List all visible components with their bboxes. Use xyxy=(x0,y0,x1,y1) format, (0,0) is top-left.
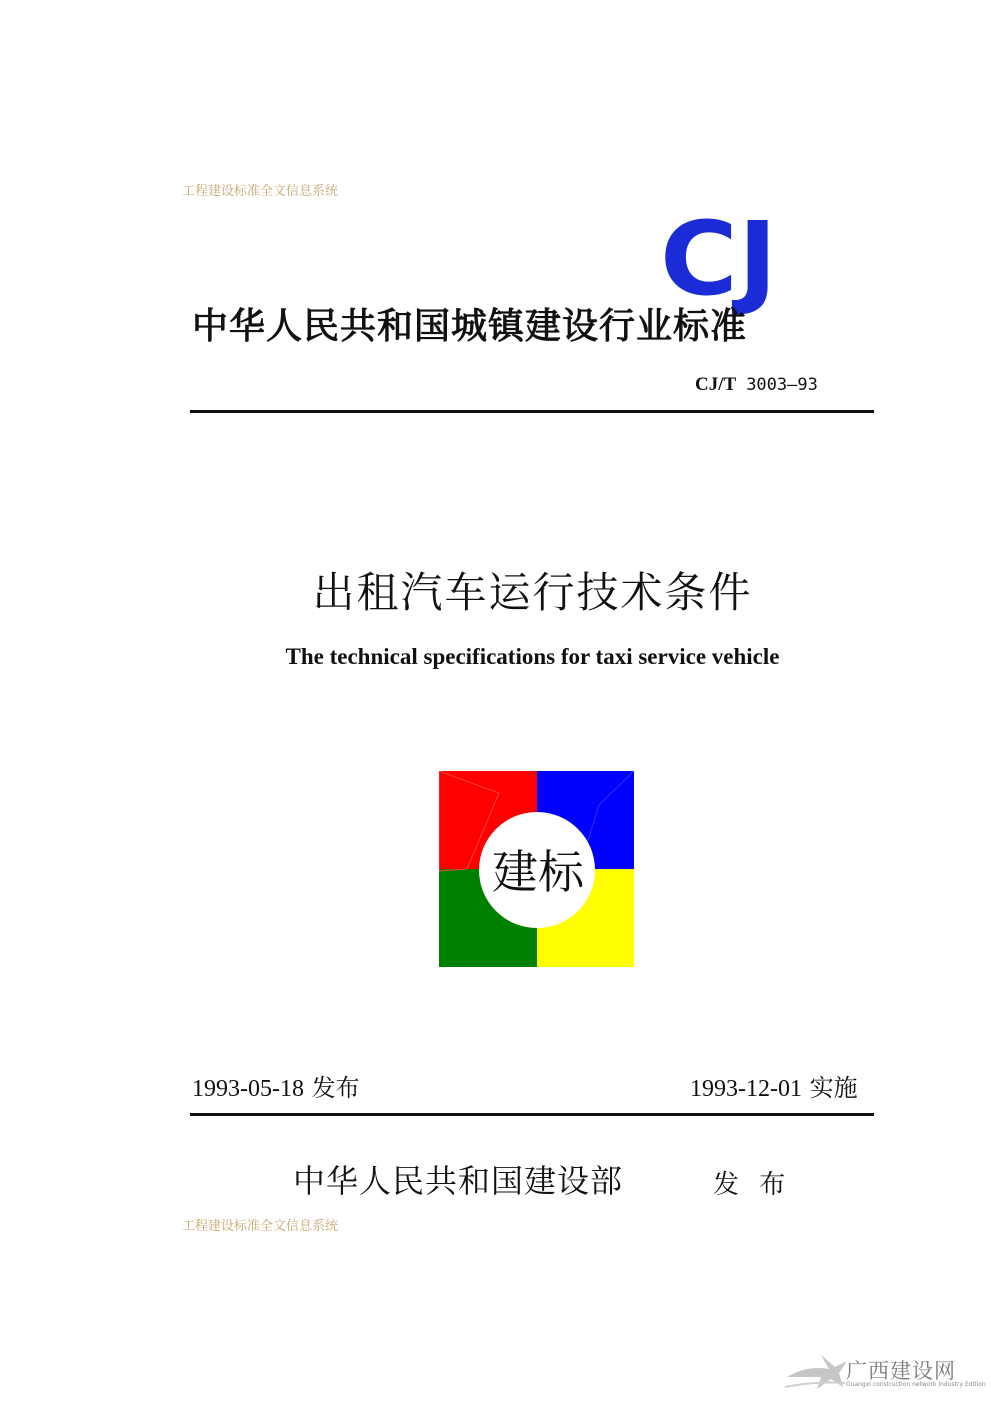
divider-top xyxy=(190,410,874,413)
emblem-text: 建标 xyxy=(492,845,584,899)
standard-code xyxy=(695,373,818,396)
implementation-date: 1993-12-01 xyxy=(690,1076,802,1102)
divider-bottom xyxy=(190,1113,874,1116)
publish-label: 发 布 xyxy=(713,1170,792,1200)
document-title-chinese: 出租汽车运行技术条件 xyxy=(312,568,753,617)
star-swoosh-icon xyxy=(787,1355,847,1389)
swoosh-tail-icon xyxy=(785,1383,845,1388)
watermark-bottom: 工程建设标准全文信息系统 xyxy=(182,1219,339,1234)
issue-date: 1993-05-18 xyxy=(192,1076,304,1102)
watermark-top: 工程建设标准全文信息系统 xyxy=(182,184,339,199)
issue-label: 发布 xyxy=(311,1074,360,1102)
standard-code-prefix: CJ/T xyxy=(695,374,737,395)
implementation-date-line xyxy=(690,1068,858,1103)
site-logo-subtitle: Guangxi construction network Industry Edition xyxy=(846,1381,986,1388)
cj-logo: CJ xyxy=(660,200,778,319)
site-logo-name: 广西建设网 xyxy=(846,1359,956,1383)
implementation-label: 实施 xyxy=(809,1074,858,1102)
industry-title: 中华人民共和国城镇建设行业标准 xyxy=(192,306,748,347)
publisher: 中华人民共和国建设部 xyxy=(293,1162,624,1200)
standard-code-number: 3003—93 xyxy=(746,375,818,395)
issue-date-line xyxy=(192,1068,360,1103)
document-title-english: The technical specifications for taxi service vehicle xyxy=(285,644,780,669)
